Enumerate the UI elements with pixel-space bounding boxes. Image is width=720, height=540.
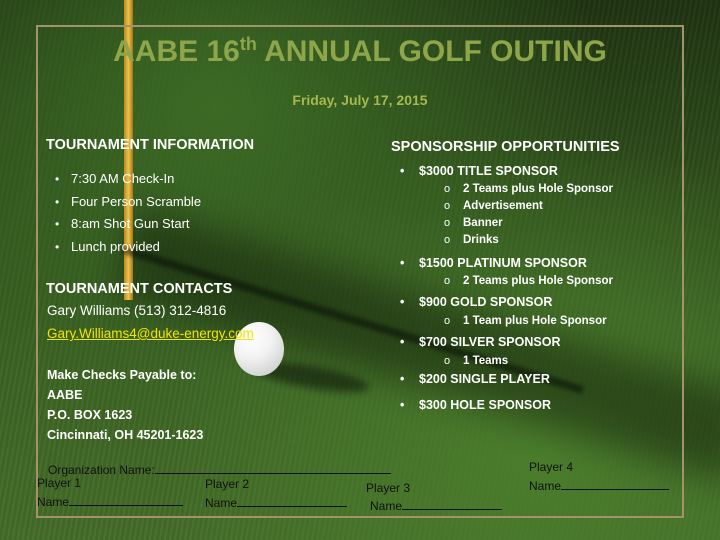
title-prefix: AABE 16 [113,35,240,68]
flyer-title [0,34,720,69]
platinum-sub-item: o 2 Teams plus Hole Sponsor [463,275,613,287]
player-2-name-field[interactable] [205,494,347,510]
info-item: • 8:am Shot Gun Start [47,214,201,237]
gold-sub-item: o 1 Team plus Hole Sponsor [463,315,607,327]
contact-phone: Gary Williams (513) 312-4816 [47,303,227,318]
title-sub-item: o Banner [463,217,503,229]
organization-name-label: Organization Name: [48,463,155,477]
tournament-info-heading: TOURNAMENT INFORMATION [46,137,255,153]
silver-sub-item: o 1 Teams [463,355,508,367]
platinum-sponsor: • $1500 PLATINUM SPONSOR [419,256,587,270]
player-1-name-line[interactable] [69,493,183,506]
title-sub-item: o Advertisement [463,200,543,212]
event-date: Friday, July 17, 2015 [292,92,428,108]
player-4-name-field[interactable] [529,477,669,493]
tournament-info-list [47,169,201,259]
info-item: • Four Person Scramble [47,192,201,215]
player-3-name-label: Name [370,499,403,513]
single-player-sponsor: • $200 SINGLE PLAYER [419,372,550,386]
player-4-name-line[interactable] [561,477,669,490]
title-suffix: ANNUAL GOLF OUTING [256,35,607,68]
checks-line-1: Make Checks Payable to: [47,368,197,382]
organization-name-line[interactable] [155,461,391,474]
player-4-name-label: Name [529,479,562,493]
player-1-name-label: Name [37,495,70,509]
contacts-heading: TOURNAMENT CONTACTS [46,281,233,297]
player-2-name-line[interactable] [237,494,347,507]
player-4-label: Player 4 [529,460,574,474]
title-sub-item: o Drinks [463,234,499,246]
checks-block [47,365,203,445]
silver-sponsor: • $700 SILVER SPONSOR [419,335,561,349]
checks-line-4: Cincinnati, OH 45201-1623 [47,428,204,442]
player-2-name-label: Name [205,496,238,510]
title-ordinal: th [239,34,257,54]
title-sponsor: • $3000 TITLE SPONSOR [419,164,558,178]
player-3-name-line[interactable] [402,497,502,510]
player-3-name-field[interactable] [370,497,502,513]
hole-sponsor: • $300 HOLE SPONSOR [419,398,551,412]
contact-email-link[interactable]: Gary.Williams4@duke-energy.com [47,326,254,341]
info-item: • 7:30 AM Check-In [47,169,201,192]
title-sub-item: o 2 Teams plus Hole Sponsor [463,183,613,195]
checks-line-3: P.O. BOX 1623 [47,408,133,422]
player-1-label: Player 1 [37,476,82,490]
player-2-label: Player 2 [205,477,250,491]
sponsorship-heading: SPONSORSHIP OPPORTUNITIES [391,139,620,155]
organization-name-field[interactable] [48,461,391,477]
checks-line-2: AABE [47,388,83,402]
gold-sponsor: • $900 GOLD SPONSOR [419,295,552,309]
info-item: • Lunch provided [47,237,201,260]
player-1-name-field[interactable] [37,493,183,509]
player-3-label: Player 3 [366,481,411,495]
